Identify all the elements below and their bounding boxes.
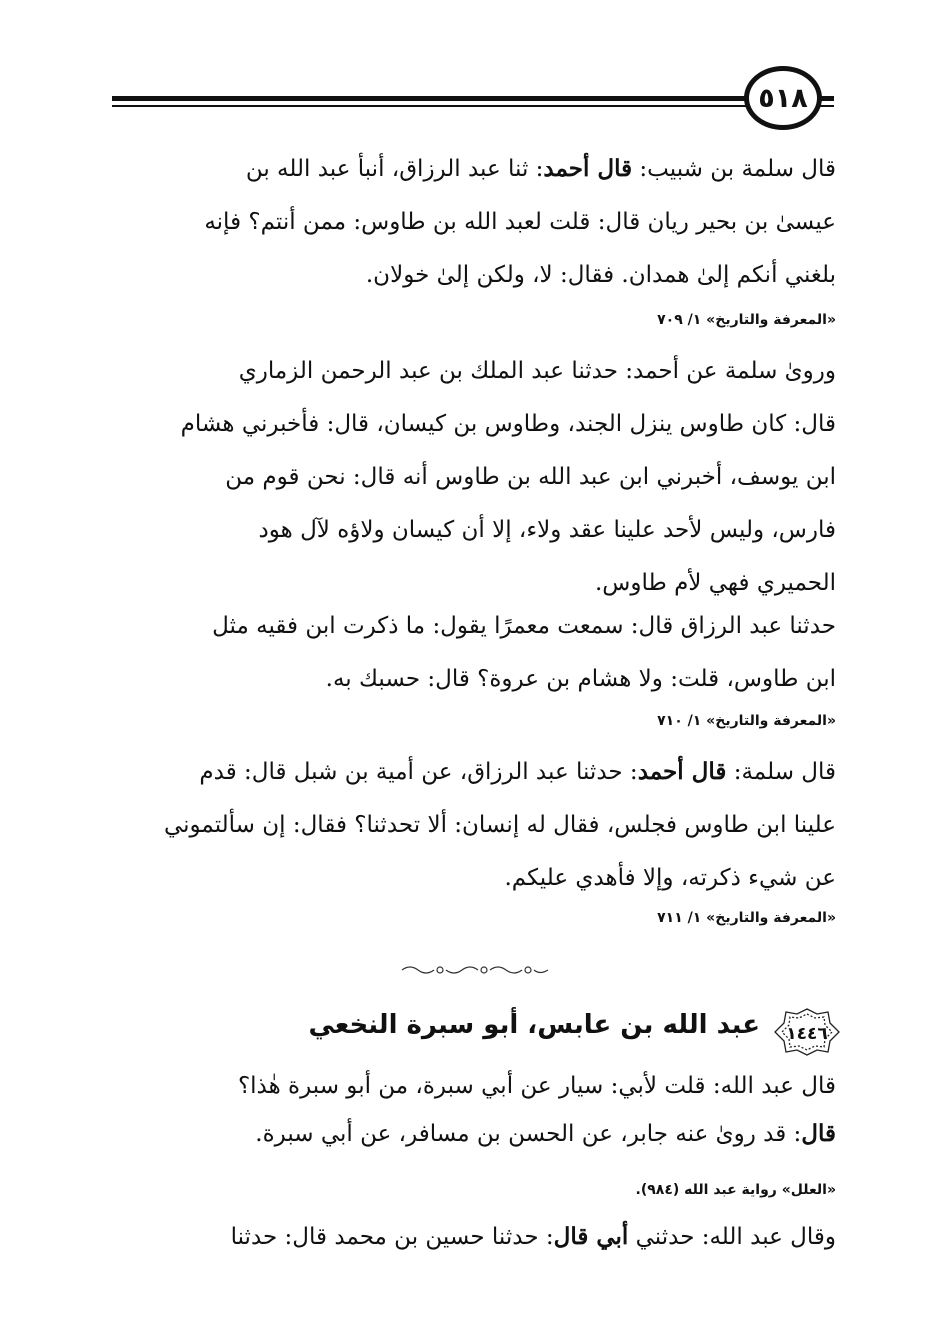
paragraph-2	[112, 345, 836, 610]
line: فارس، وليس لأحد علينا عقد ولاء، إلا أن كيسان ولاؤه لآل هود	[258, 517, 836, 543]
line: ابن طاوس، قلت: ولا هشام بن عروة؟ قال: حسبك به.	[325, 666, 836, 692]
entry-number-badge	[772, 1006, 842, 1058]
reference-citation: «المعرفة والتاريخ» ١/ ٧٠٩	[657, 312, 836, 328]
ornament-divider	[400, 962, 550, 978]
entry-paragraph	[112, 1063, 836, 1158]
line: وقال عبد الله: حدثني أبي قال: حدثنا حسين بن محمد قال: حدثنا	[230, 1223, 836, 1250]
line: قال عبد الله: قلت لأبي: سيار عن أبي سبرة، من أبو سبرة هٰذا؟	[237, 1073, 836, 1099]
paragraph-3	[112, 600, 836, 706]
line: علينا ابن طاوس فجلس، فقال له إنسان: ألا تحدثنا؟ فقال: إن سألتموني	[163, 812, 836, 838]
header-rule	[112, 96, 834, 101]
line: ورویٰ سلمة عن أحمد: حدثنا عبد الملك بن عبد الرحمن الزماري	[238, 358, 836, 384]
line: عيسىٰ بن بحير ريان قال: قلت لعبد الله بن طاوس: ممن أنتم؟ فإنه	[204, 209, 836, 235]
line: ابن يوسف، أخبرني ابن عبد الله بن طاوس أنه قال: نحن قوم من	[225, 464, 836, 490]
entry-number: ١٤٤٦	[786, 1024, 828, 1044]
page-number: ٥١٨	[744, 66, 822, 130]
paragraph-4	[112, 745, 836, 905]
line: قال سلمة: قال أحمد: حدثنا عبد الرزاق، عن أمية بن شبل قال: قدم	[199, 758, 836, 785]
line: بلغني أنكم إلىٰ همدان. فقال: لا، ولكن إلىٰ خولان.	[365, 262, 836, 288]
paragraph-last	[112, 1210, 836, 1264]
line: حدثنا عبد الرزاق قال: سمعت معمرًا يقول: ما ذكرت ابن فقيه مثل	[212, 613, 836, 639]
reference-citation: «المعرفة والتاريخ» ١/ ٧١٠	[657, 713, 836, 729]
line: قال: قد رویٰ عنه جابر، عن الحسن بن مسافر، عن أبي سبرة.	[255, 1120, 836, 1147]
entry-heading: عبد الله بن عابس، أبو سبرة النخعي	[308, 1010, 760, 1040]
reference-citation: «العلل» رواية عبد الله (٩٨٤).	[635, 1182, 836, 1198]
line: قال: كان طاوس ينزل الجند، وطاوس بن كيسان، قال: فأخبرني هشام	[180, 411, 836, 437]
line: الحميري فهي لأم طاوس.	[594, 570, 836, 596]
line: عن شيء ذكرته، وإلا فأهدي عليكم.	[504, 865, 836, 891]
paragraph-1	[112, 142, 836, 302]
reference-citation: «المعرفة والتاريخ» ١/ ٧١١	[657, 910, 836, 926]
line: قال سلمة بن شبيب: قال أحمد: ثنا عبد الرزاق، أنبأ عبد الله بن	[245, 155, 836, 182]
header-rule-thin	[112, 105, 834, 107]
